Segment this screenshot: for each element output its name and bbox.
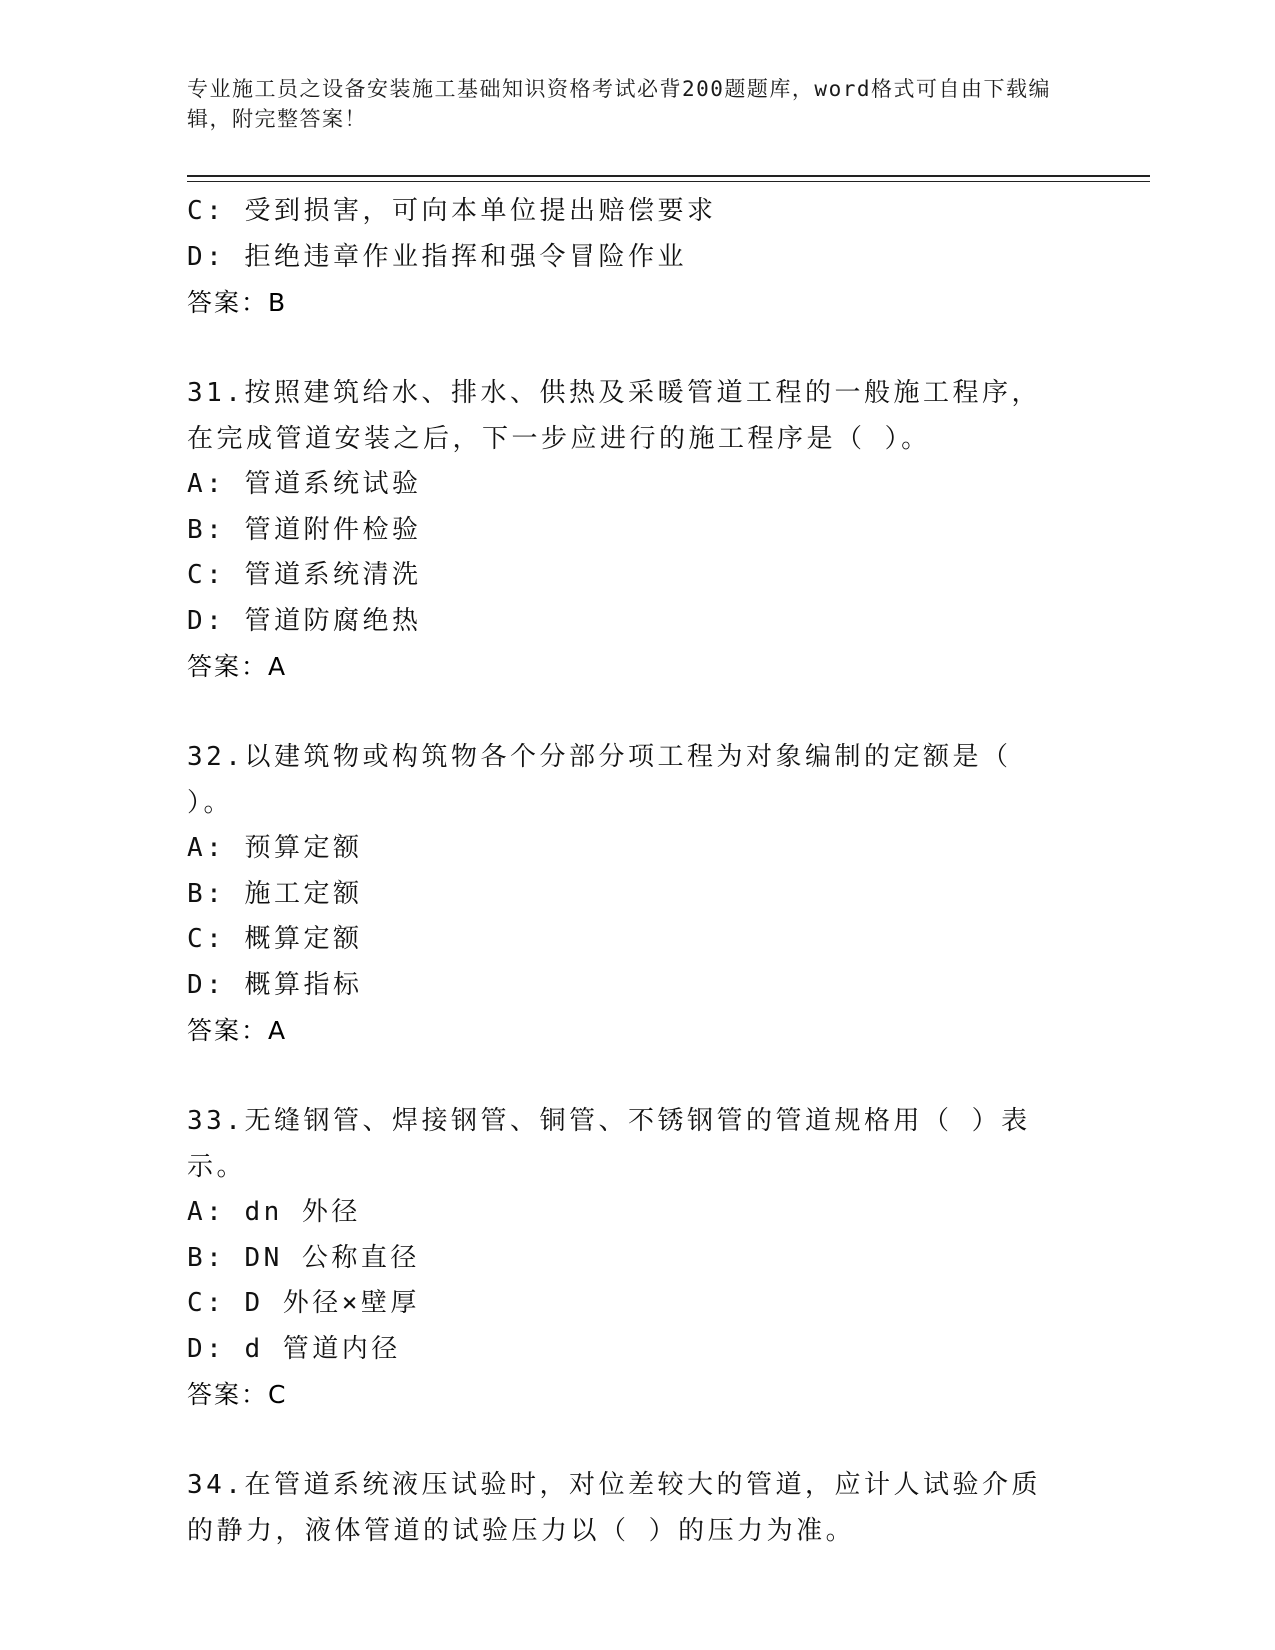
option-label: C: xyxy=(187,560,226,590)
option-text: D 外径×壁厚 xyxy=(244,1288,420,1318)
option-text: d 管道内径 xyxy=(244,1333,401,1364)
header-rule-thick xyxy=(187,175,1150,177)
question-stem: 32.以建筑物或构筑物各个分部分项工程为对象编制的定额是（ ）。 xyxy=(187,742,1012,818)
option-c xyxy=(187,189,1087,235)
option-text: 受到损害，可向本单位提出赔偿要求 xyxy=(244,196,717,226)
spacer xyxy=(187,1418,1087,1464)
option-text: 施工定额 xyxy=(244,878,363,909)
option-label: C: xyxy=(187,196,226,226)
option-label: A: xyxy=(187,833,226,863)
answer-line: 答案：B xyxy=(187,288,288,317)
question-list xyxy=(187,189,1087,1554)
option-d xyxy=(187,963,1087,1009)
option-b xyxy=(187,508,1087,554)
option-text: 管道防腐绝热 xyxy=(244,605,422,636)
question-31 xyxy=(187,371,1087,690)
option-b xyxy=(187,872,1087,918)
spacer xyxy=(187,1054,1087,1100)
answer-line: 答案：C xyxy=(187,1380,288,1409)
question-33 xyxy=(187,1099,1087,1418)
carryover-question xyxy=(187,189,1087,326)
document-header: 专业施工员之设备安装施工基础知识资格考试必背200题题库，word格式可自由下载编辑，附完整答案！ xyxy=(187,77,1051,131)
option-text: 拒绝违章作业指挥和强令冒险作业 xyxy=(244,241,687,272)
option-a xyxy=(187,1190,1087,1236)
option-d xyxy=(187,1327,1087,1373)
answer-line: 答案：A xyxy=(187,1016,288,1045)
option-label: D: xyxy=(187,605,226,636)
option-label: D: xyxy=(187,241,226,272)
option-label: C: xyxy=(187,1288,226,1318)
option-label: B: xyxy=(187,878,226,909)
option-text: 预算定额 xyxy=(244,833,363,863)
question-34 xyxy=(187,1463,1087,1554)
option-b xyxy=(187,1236,1087,1282)
option-label: D: xyxy=(187,1333,226,1364)
option-label: D: xyxy=(187,969,226,1000)
option-text: DN 公称直径 xyxy=(244,1242,420,1273)
option-text: dn 外径 xyxy=(244,1197,361,1227)
option-c xyxy=(187,917,1087,963)
question-stem: 31.按照建筑给水、排水、供热及采暖管道工程的一般施工程序，在完成管道安装之后，下一步应进行的施工程序是（ ）。 xyxy=(187,378,1041,454)
question-32 xyxy=(187,735,1087,1054)
option-c xyxy=(187,553,1087,599)
spacer xyxy=(187,690,1087,736)
question-stem: 33.无缝钢管、焊接钢管、铜管、不锈钢管的管道规格用（ ）表示。 xyxy=(187,1106,1031,1182)
option-label: A: xyxy=(187,1197,226,1227)
option-c xyxy=(187,1281,1087,1327)
answer-line: 答案：A xyxy=(187,652,288,681)
header-rule-thin xyxy=(187,181,1150,182)
question-stem: 34.在管道系统液压试验时，对位差较大的管道，应计人试验介质的静力，液体管道的试验压力以（ ）的压力为准。 xyxy=(187,1470,1041,1546)
option-label: A: xyxy=(187,469,226,499)
option-label: C: xyxy=(187,924,226,954)
option-label: B: xyxy=(187,1242,226,1273)
option-text: 管道附件检验 xyxy=(244,514,422,545)
option-text: 管道系统清洗 xyxy=(244,560,422,590)
option-d xyxy=(187,599,1087,645)
option-label: B: xyxy=(187,514,226,545)
option-a xyxy=(187,826,1087,872)
option-text: 概算指标 xyxy=(244,969,363,1000)
option-text: 概算定额 xyxy=(244,924,363,954)
spacer xyxy=(187,326,1087,372)
option-text: 管道系统试验 xyxy=(244,469,422,499)
option-a xyxy=(187,462,1087,508)
option-d xyxy=(187,235,1087,281)
